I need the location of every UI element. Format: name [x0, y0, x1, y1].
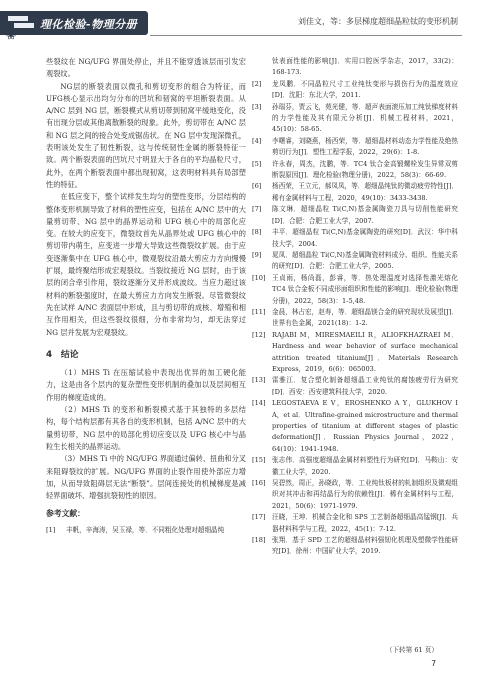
- body-paragraph: NG层的断裂表面以微孔和剪切变形的组合为特征，而UFG核心显示出均匀分布的凹坑和韧窝的平坦断裂表面。从 A/NC 层到 NG 层，断裂模式从剪切带到韧窝平缓地变化，没有出现分层或其他离散断裂的现象。此外，剪切带在 A/NC 层和 NG 层之间的接合处变成锯齿状。在 NG 层中发现深微孔，表明该处发生了韧性断裂，这与传统韧性金属的断裂特征一致。两个断裂表面的凹坑尺寸明显大于各自的平均晶粒尺寸，此外，在两个断裂表面中都出现韧窝，这表明材料具有局部塑性的特征。: [46, 81, 246, 189]
- reference-text: 杨西荣，王立元，郝凤凤，等．超细晶纯钛的微动疲劳特性[J]．稀有金属材料与工程，2020，49(10)：3433-3438.: [272, 182, 458, 202]
- conclusion-item: （3）MHS Ti 中的 NG/UFG 界面通过偏转、扭曲和分叉来阻碍裂纹的扩展。NG/UFG 界面的止裂作用使外部应力增加，从而导致阻碍层无法“断裂”。层间连接处的机械梯度是减轻界面破坏、增强抗裂韧性的原因。: [46, 454, 246, 501]
- reference-number: [15]: [252, 456, 266, 465]
- reference-number: [1]: [46, 525, 56, 534]
- reference-text: 吴碧然，周正，孙晓政，等．工业纯钛板材的轧制组织及微观组织对其冲击和再结晶行为的依赖性[J]．稀有金属材料与工程，2021，50(6)：1971-1979.: [272, 479, 458, 510]
- reference-text: 王貞雨，杨尚磊，彭睿，等．热处理温度对选择性激光熔化 TC4 钛合金板不同成形面组织和性能的影响[J]．理化检验(物理分册)，2022，58(3)：1-5,48.: [272, 273, 458, 305]
- references-title: 参考文献：: [46, 509, 85, 519]
- reference-item: [252, 375, 458, 398]
- reference-number: [14]: [252, 399, 266, 408]
- atom-icon: [6, 30, 16, 40]
- reference-number: [9]: [252, 250, 262, 259]
- reference-text: 龙凤鹏．不同晶粒尺寸工业纯钛变形与损伤行为的温度效应[D]．沈阳：东北大学，2011.: [272, 79, 458, 100]
- reference-text: 李曙睿，刘晓燕，杨西荣，等．超细晶材料动态力学性能及绝热剪切行为[J]．塑性工程学报，2022，29(6)：1-8.: [272, 136, 458, 157]
- reference-number: [8]: [252, 228, 262, 237]
- reference-text: 张志伟．高强度超细晶金属材料塑性行为研究[D]．马鞍山：安徽工业大学，2020.: [272, 456, 458, 476]
- reference-text: 汪晓，王坤．机械合金化和 SPS 工艺制备超细晶高锰钢[J]．兵器材料科学与工程，2022，45(1)：7-12.: [272, 513, 458, 533]
- journal-logo-text: 理化检验-物理分册: [40, 18, 138, 31]
- reference-text: 许永春，周杰，沈鹏，等．TC4 钛合金高锻螺栓发生异常双剪断裂原因[J]．理化检验(物理分册)，2022，58(3)：66-69.: [272, 159, 458, 180]
- reference-item: [252, 136, 458, 159]
- reference-number: [12]: [252, 330, 266, 339]
- reference-item: [252, 250, 458, 273]
- reference-item: [252, 512, 458, 535]
- conclusion-item: （2）MHS Ti 的变形和断裂模式基于其独特的多层结构，每个结构层都有其各自的变形机制，包括 A/NC 层中的大量剪切带，NG 层中的局部化剪切应变以及 UFG 核心中与晶粒生长相关的晶界运动。: [46, 405, 246, 451]
- reference-text: 金晨，林占宏，赵寿，等．超细晶镁合金的研究现状及展望[J]．世界有色金属，2021(18)：1-2.: [272, 307, 458, 328]
- continued-note: （下转第 61 页）: [385, 646, 438, 654]
- reference-item: [46, 525, 246, 536]
- reference-text: 晁凤．超细晶粒 Ti(C,N)基金属陶瓷材料成分、组织、性能关系的研究[D]．合肥：合肥工业大学，2005.: [272, 250, 458, 271]
- reference-item: [252, 330, 458, 376]
- body-paragraph: 些裂纹在 NG/UFG 界面处停止，并且不能穿透该层而引发宏观裂纹。: [46, 57, 246, 79]
- reference-item: [252, 227, 458, 250]
- reference-number: [5]: [252, 159, 262, 168]
- header-rule: [150, 35, 462, 36]
- reference-text: 丰平．超细晶粒 Ti(C,N)基金属陶瓷的研究[D]．武汉：华中科技大学，2004.: [272, 228, 458, 248]
- reference-text: 丰帆，辛海涛，吴玉禄，等．不同粗化处理对超细晶纯: [66, 525, 225, 534]
- reference-item: [252, 535, 458, 558]
- reference-item: [252, 455, 458, 478]
- reference-number: [6]: [252, 182, 262, 191]
- reference-number: [2]: [252, 79, 262, 88]
- reference-text: RAJABI M，MIRESMAEILI R，ALIOFKHAZRAEI M．Hardness and wear behavior of surface mechanical attrition treated titanium[J]．Materials Research Express，2019，6(6)：065003.: [272, 330, 458, 373]
- reference-item: [252, 181, 458, 204]
- reference-number: [4]: [252, 136, 262, 145]
- conclusion-item: （1）MHS Ti 在压缩试验中表现出优异的加工硬化能力，这是由各个层内的复杂塑性变形机制的叠加以及层间相互作用的梯度造成的。: [46, 368, 246, 402]
- reference-number: [10]: [252, 273, 266, 282]
- reference-number: [7]: [252, 205, 262, 214]
- reference-item: [252, 478, 458, 512]
- reference-number: [17]: [252, 513, 266, 522]
- reference-number: [16]: [252, 479, 266, 488]
- journal-logo: [0, 11, 148, 35]
- reference-number: [18]: [252, 536, 266, 545]
- reference-number: [11]: [252, 307, 266, 316]
- left-column: [46, 56, 246, 536]
- reference-item: [252, 204, 458, 227]
- reference-number: [13]: [252, 376, 266, 385]
- reference-item: [252, 56, 458, 79]
- running-head: 刘佳文，等：多层梯度超细晶粒钛的变形机制: [298, 17, 458, 26]
- reference-item: [252, 102, 458, 136]
- reference-text: 张翔．基于 SPD 工艺的超细晶材料强韧化机理及塑微学性能研究[D]．徐州：中国矿业大学，2019.: [272, 536, 458, 556]
- page-number: 7: [431, 659, 436, 668]
- reference-text: 雷雅江．复合塑化制备超细晶工业纯钛的腐蚀疲劳行为研究[D]．西安：西安建筑科技大学，2020.: [272, 376, 458, 396]
- reference-item: [252, 159, 458, 182]
- reference-text: 陈文琳．超细晶粒 Ti(C,N)基金属陶瓷刀具与切削性能研究[D]．合肥：合肥工业大学，2007.: [272, 205, 458, 225]
- reference-item: [252, 79, 458, 102]
- right-column: [252, 56, 458, 558]
- reference-text: LEGOSTAEVA E V，EROSHENKO A Y，GLUKHOV I A，et al．Ultrafine-grained microstructure and thermal properties of titanium at different stages of plastic deformation[J]．Russian Physics Journal，2022，64(10)：1941-1948.: [272, 399, 458, 453]
- page-header: [0, 0, 480, 52]
- reference-item: [252, 273, 458, 307]
- reference-text: 孙瑞芬，贾云飞，苑光健，等．超声表面滚压加工纯钛梯度材料的力学性能及其有限元分析[J]．机械工程材料，2021，45(10)：58-65.: [272, 102, 458, 134]
- reference-number: [3]: [252, 102, 262, 111]
- section-title: 4 结论: [46, 349, 79, 360]
- reference-item: [252, 307, 458, 330]
- reference-item: [252, 398, 458, 455]
- body-paragraph: 在低应变下，整个试样发生均匀的塑性变形，分层结构的整体变形机制导致了材料的塑性应变，包括在 A/NC 层中的大量剪切带、NG 层中的晶界运动和 UFG 核心中的局部化应变。在较大的应变下，微裂纹首先从晶界处或 UFG 核心中的剪切带内萌生，应变进一步增大导致这些微裂纹扩展。由于应变逐渐集中在 UFG 核心中，微观裂纹沿最大剪应力方向慢慢扩展，最终聚结形成宏观裂纹。当裂纹接近 NG 层时，由于该层的闭合牵引作用，裂纹逐渐分叉并形成波纹。当应力超过该材料的断裂强度时，在最大剪应力方向发生断裂。尽管微裂纹先在试样 A/NC 表面层中形成，且与剪切带的成核、增殖和相互作用相关，但这些裂纹很细，分布非常均匀，却无法穿过 NG 层并发展为宏观裂纹。: [46, 192, 246, 337]
- reference-text: 钛表面性能的影响[J]．实用口腔医学杂志，2017，33(2)：168-173.: [272, 57, 458, 77]
- reference-number: [252, 56, 272, 79]
